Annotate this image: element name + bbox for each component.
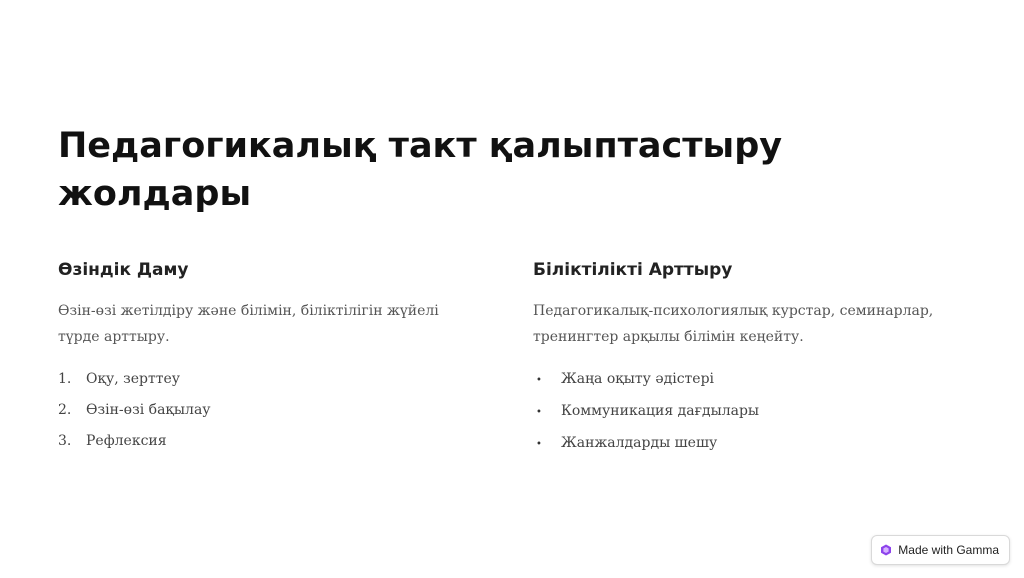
right-column-heading: Біліктілікті Арттыру — [533, 260, 733, 280]
list-item-text: Жанжалдарды шешу — [561, 435, 718, 451]
made-with-gamma-badge[interactable] — [871, 535, 1010, 565]
list-item — [58, 426, 478, 457]
left-column-heading: Өзіндік Даму — [58, 260, 189, 280]
list-item — [533, 364, 953, 396]
bullet-icon: • — [536, 375, 542, 386]
list-item — [533, 428, 953, 460]
slide-title: Педагогикалық такт қалыптастыру жолдары — [58, 126, 783, 214]
numbered-list — [58, 364, 478, 457]
list-item-text: Өзін-өзі бақылау — [86, 402, 211, 418]
gamma-logo-icon — [880, 544, 892, 556]
list-item — [533, 396, 953, 428]
left-column-description: Өзін-өзі жетілдіру және білімін, біліктілігін жүйелі түрде арттыру. — [58, 303, 439, 345]
bullet-icon: • — [536, 407, 542, 418]
list-item — [58, 364, 478, 395]
list-item-text: Оқу, зерттеу — [86, 371, 180, 387]
list-item — [58, 395, 478, 426]
list-item-text: Рефлексия — [86, 433, 167, 449]
list-number: 2. — [58, 402, 72, 418]
bullet-icon: • — [536, 439, 542, 450]
list-item-text: Жаңа оқыту әдістері — [561, 371, 715, 387]
badge-label: Made with Gamma — [898, 543, 999, 557]
bullet-list — [533, 364, 953, 460]
right-column-description: Педагогикалық-психологиялық курстар, семинарлар, тренингтер арқылы білімін кеңейту. — [533, 303, 934, 345]
list-number: 1. — [58, 371, 72, 387]
list-item-text: Коммуникация дағдылары — [561, 403, 760, 419]
list-number: 3. — [58, 433, 72, 449]
left-column — [58, 258, 478, 457]
right-column — [533, 258, 953, 460]
